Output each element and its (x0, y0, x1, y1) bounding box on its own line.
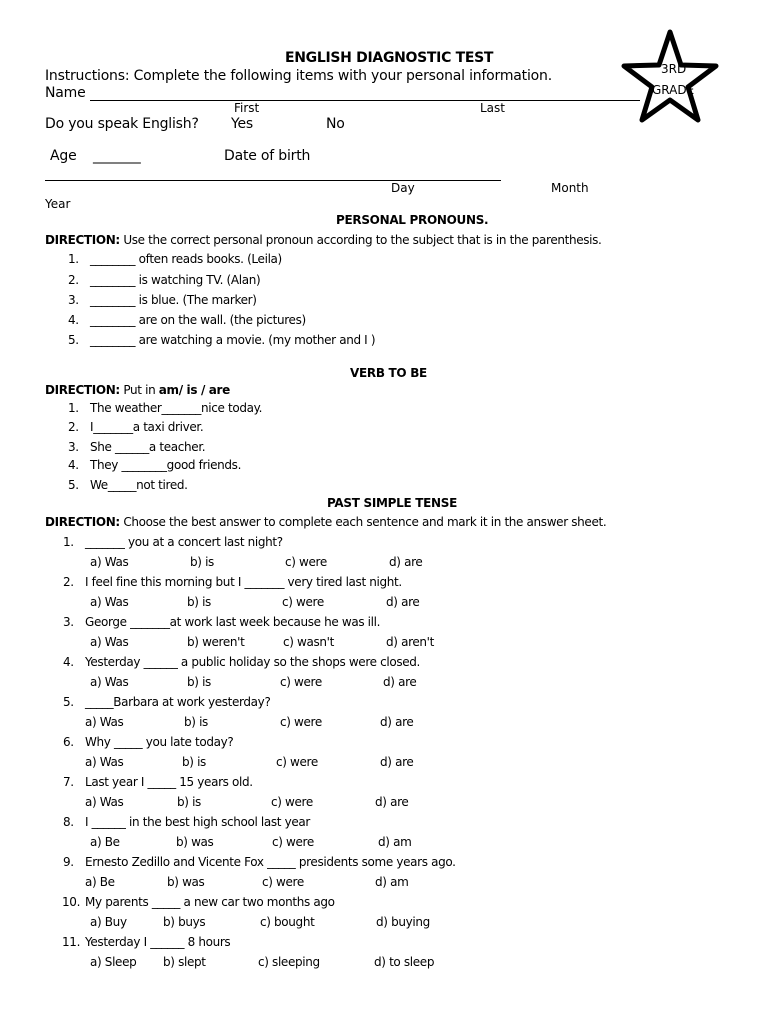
question-number: 3. (63, 615, 74, 629)
question-text: George _______at work last week because he was ill. (85, 615, 381, 629)
answer-option[interactable]: b) is (184, 715, 208, 729)
badge-line-2: GRADE (652, 83, 695, 97)
answer-option[interactable]: a) Was (85, 755, 124, 769)
page-title: ENGLISH DIAGNOSTIC TEST (285, 50, 494, 66)
question-number: 2. (63, 575, 74, 589)
age-label: Age (50, 148, 77, 164)
year-label: Year (45, 197, 71, 211)
question-number: 1. (63, 535, 74, 549)
name-label: Name (45, 85, 86, 101)
answer-option[interactable]: b) slept (163, 955, 206, 969)
answer-option[interactable]: d) are (386, 595, 420, 609)
past-heading: PAST SIMPLE TENSE (327, 496, 458, 510)
question-text: They ________good friends. (90, 458, 242, 472)
question-text: Yesterday I ______ 8 hours (85, 935, 231, 949)
question-number: 4. (68, 313, 79, 327)
answer-option[interactable]: c) bought (260, 915, 315, 929)
direction-text: Use the correct personal pronoun according to the subject that is in the parenthesis. (119, 233, 602, 247)
direction-bold: am/ is / are (158, 383, 230, 397)
answer-option[interactable]: d) buying (376, 915, 430, 929)
answer-option[interactable]: d) are (380, 755, 414, 769)
answer-option[interactable]: a) Buy (90, 915, 127, 929)
question-text: The weather_______nice today. (90, 401, 263, 415)
question-text: She ______a teacher. (90, 440, 206, 454)
pronouns-heading: PERSONAL PRONOUNS. (336, 213, 489, 227)
past-direction (45, 515, 606, 529)
direction-text: Choose the best answer to complete each sentence and mark it in the answer sheet. (119, 515, 607, 529)
answer-option[interactable]: c) were (280, 675, 322, 689)
question-text: We_____not tired. (90, 478, 188, 492)
answer-option[interactable]: d) am (378, 835, 412, 849)
answer-option[interactable]: b) is (182, 755, 206, 769)
question-text: _____Barbara at work yesterday? (85, 695, 271, 709)
no-option[interactable]: No (326, 116, 345, 132)
question-text: _______ you at a concert last night? (85, 535, 283, 549)
answer-option[interactable]: a) Was (90, 635, 129, 649)
tobe-heading: VERB TO BE (350, 366, 427, 380)
pronouns-direction (45, 233, 602, 247)
direction-text: Put in (119, 383, 159, 397)
answer-option[interactable]: b) is (187, 595, 211, 609)
question-number: 5. (63, 695, 74, 709)
answer-option[interactable]: b) was (176, 835, 214, 849)
question-number: 6. (63, 735, 74, 749)
question-number: 4. (68, 458, 79, 472)
answer-option[interactable]: c) were (276, 755, 318, 769)
yes-option[interactable]: Yes (231, 116, 253, 132)
answer-option[interactable]: d) are (380, 715, 414, 729)
question-number: 1. (68, 401, 79, 415)
grade-badge (620, 28, 720, 124)
question-number: 7. (63, 775, 74, 789)
question-text: Ernesto Zedillo and Vicente Fox _____ presidents some years ago. (85, 855, 456, 869)
answer-option[interactable]: d) are (383, 675, 417, 689)
answer-option[interactable]: c) were (272, 835, 314, 849)
answer-option[interactable]: d) aren't (386, 635, 434, 649)
answer-option[interactable]: a) Was (90, 595, 129, 609)
answer-option[interactable]: b) is (177, 795, 201, 809)
answer-option[interactable]: d) are (389, 555, 423, 569)
answer-option[interactable]: b) is (187, 675, 211, 689)
dob-field[interactable] (45, 180, 501, 181)
question-text: I_______a taxi driver. (90, 420, 204, 434)
answer-option[interactable]: a) Was (85, 715, 124, 729)
answer-option[interactable]: b) weren't (187, 635, 245, 649)
question-text: ________ often reads books. (Leila) (90, 252, 282, 266)
answer-option[interactable]: c) were (282, 595, 324, 609)
direction-label: DIRECTION: (45, 515, 120, 529)
answer-option[interactable]: d) are (375, 795, 409, 809)
question-number: 8. (63, 815, 74, 829)
badge-line-1: 3RD (661, 62, 687, 76)
question-number: 10. (62, 895, 81, 909)
answer-option[interactable]: b) is (190, 555, 214, 569)
question-number: 11. (62, 935, 81, 949)
question-text: My parents _____ a new car two months ago (85, 895, 335, 909)
answer-option[interactable]: c) sleeping (258, 955, 320, 969)
answer-option[interactable]: a) Was (90, 675, 129, 689)
question-number: 1. (68, 252, 79, 266)
question-text: Last year I _____ 15 years old. (85, 775, 253, 789)
answer-option[interactable]: b) was (167, 875, 205, 889)
direction-label: DIRECTION: (45, 233, 120, 247)
last-label: Last (480, 101, 505, 115)
answer-option[interactable]: a) Be (90, 835, 120, 849)
question-text: ________ are on the wall. (the pictures) (90, 313, 306, 327)
answer-option[interactable]: c) were (262, 875, 304, 889)
star-icon (620, 28, 720, 124)
question-text: I ______ in the best high school last year (85, 815, 310, 829)
question-number: 3. (68, 440, 79, 454)
answer-option[interactable]: d) am (375, 875, 409, 889)
month-label: Month (551, 181, 589, 195)
dob-label: Date of birth (224, 148, 311, 164)
tobe-direction (45, 383, 230, 397)
question-number: 4. (63, 655, 74, 669)
question-number: 5. (68, 333, 79, 347)
direction-label: DIRECTION: (45, 383, 120, 397)
answer-option[interactable]: a) Was (90, 555, 129, 569)
question-text: ________ is watching TV. (Alan) (90, 273, 261, 287)
answer-option[interactable]: a) Be (85, 875, 115, 889)
answer-option[interactable]: d) to sleep (374, 955, 435, 969)
answer-option[interactable]: b) buys (163, 915, 206, 929)
answer-option[interactable]: c) were (271, 795, 313, 809)
answer-option[interactable]: c) were (285, 555, 327, 569)
question-number: 2. (68, 420, 79, 434)
answer-option[interactable]: c) wasn't (283, 635, 334, 649)
answer-option[interactable]: c) were (280, 715, 322, 729)
question-number: 9. (63, 855, 74, 869)
name-field[interactable] (90, 100, 640, 101)
day-label: Day (391, 181, 415, 195)
age-field[interactable]: _______ (93, 148, 141, 164)
question-number: 5. (68, 478, 79, 492)
question-number: 3. (68, 293, 79, 307)
question-text: ________ are watching a movie. (my mother and I ) (90, 333, 376, 347)
question-number: 2. (68, 273, 79, 287)
question-text: ________ is blue. (The marker) (90, 293, 257, 307)
answer-option[interactable]: a) Sleep (90, 955, 137, 969)
answer-option[interactable]: a) Was (85, 795, 124, 809)
first-label: First (234, 101, 260, 115)
instructions: Instructions: Complete the following items with your personal information. (45, 68, 552, 84)
speak-question: Do you speak English? (45, 116, 199, 132)
question-text: Why _____ you late today? (85, 735, 234, 749)
question-text: I feel fine this morning but I _______ very tired last night. (85, 575, 402, 589)
question-text: Yesterday ______ a public holiday so the shops were closed. (85, 655, 421, 669)
